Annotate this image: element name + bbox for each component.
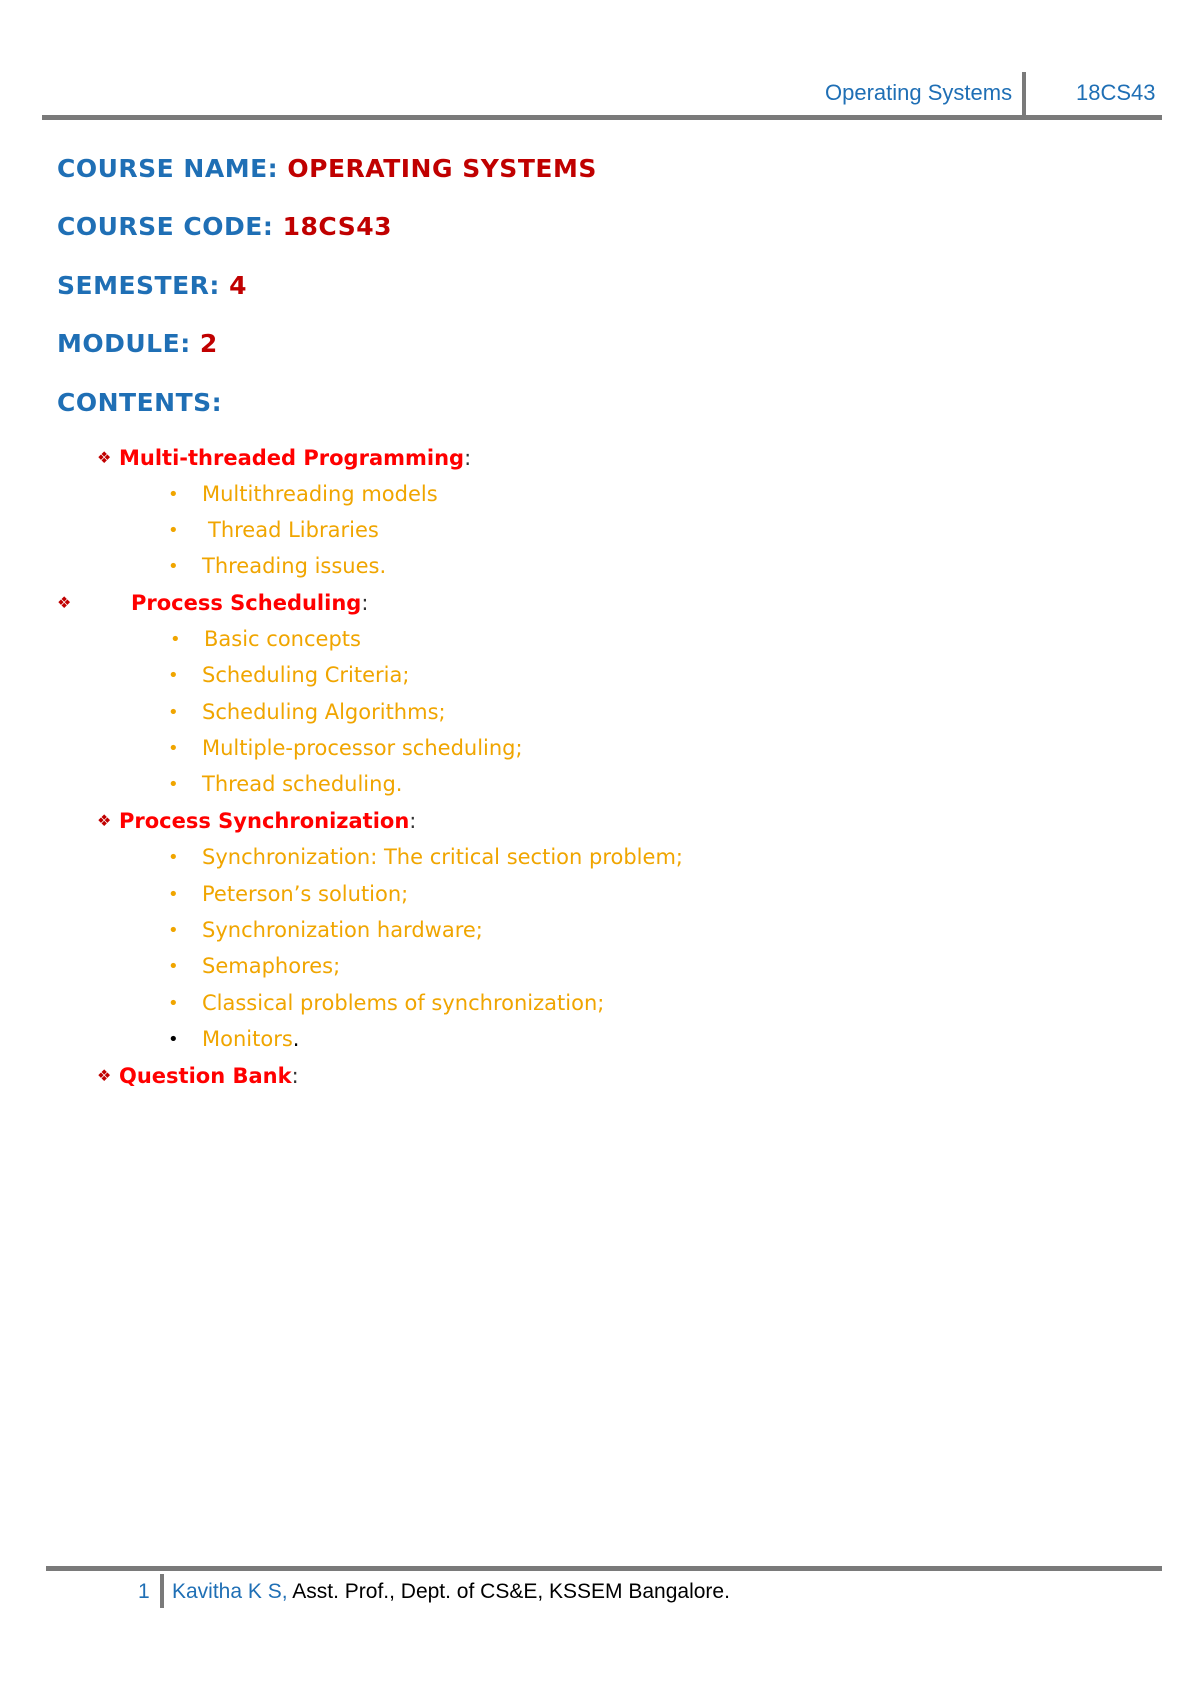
section-heading: ❖ Process Scheduling: [57, 591, 369, 615]
semester-label: SEMESTER: [57, 271, 220, 300]
bullet-icon: • [168, 920, 179, 941]
list-item: • Multithreading models [168, 482, 438, 506]
header-divider [1022, 72, 1026, 118]
bullet-icon: • [168, 665, 179, 686]
section-heading: ❖ Multi-threaded Programming: [97, 446, 472, 470]
list-item: • Synchronization hardware; [168, 918, 483, 942]
list-item: • Threading issues. [168, 554, 387, 578]
section-title: Process Scheduling [131, 591, 362, 615]
section-heading: ❖ Question Bank: [97, 1064, 299, 1088]
list-item: • Classical problems of synchronization; [168, 991, 605, 1015]
bullet-icon: • [168, 847, 179, 868]
semester-value: 4 [229, 271, 248, 300]
bullet-icon: • [168, 884, 179, 905]
module-label: MODULE: [57, 329, 191, 358]
footer-details: Asst. Prof., Dept. of CS&E, KSSEM Bangalore. [292, 1580, 730, 1603]
section-heading: ❖ Process Synchronization: [97, 809, 417, 833]
list-item: • Scheduling Criteria; [168, 663, 410, 687]
contents-label: CONTENTS: [57, 388, 223, 417]
bullet-icon: • [168, 484, 179, 505]
header-rule [42, 115, 1162, 120]
list-item: • Monitors. [168, 1027, 300, 1051]
section-title: Question Bank [119, 1064, 292, 1088]
diamond-bullet-icon: ❖ [97, 811, 112, 830]
footer-author: Kavitha K S, [172, 1580, 288, 1603]
bullet-icon: • [168, 520, 179, 541]
list-item: • Semaphores; [168, 954, 341, 978]
course-name-line [57, 154, 597, 183]
footer-credit [172, 1580, 730, 1604]
bullet-icon: • [168, 738, 179, 759]
module-value: 2 [199, 329, 218, 358]
diamond-bullet-icon: ❖ [97, 1066, 112, 1085]
list-item: • Thread Libraries [168, 518, 379, 542]
list-item: • Thread scheduling. [168, 772, 403, 796]
list-item: • Scheduling Algorithms; [168, 700, 446, 724]
module-line [57, 329, 218, 358]
bullet-icon: • [168, 993, 179, 1014]
bullet-icon: • [168, 556, 179, 577]
bullet-icon: • [168, 956, 179, 977]
list-item: • Basic concepts [170, 627, 361, 651]
section-title: Process Synchronization [119, 809, 410, 833]
footer-rule [46, 1566, 1162, 1571]
diamond-bullet-icon: ❖ [97, 448, 112, 467]
course-code-label: COURSE CODE: [57, 212, 274, 241]
diamond-bullet-icon: ❖ [57, 593, 72, 612]
contents-line [57, 388, 222, 417]
course-code-value: 18CS43 [282, 212, 392, 241]
course-name-value: OPERATING SYSTEMS [287, 154, 597, 183]
header-course-code: 18CS43 [1076, 80, 1156, 105]
bullet-icon: • [168, 774, 179, 795]
list-item: • Synchronization: The critical section problem; [168, 845, 683, 869]
bullet-icon: • [168, 1029, 179, 1050]
semester-line [57, 271, 247, 300]
list-item: • Multiple-processor scheduling; [168, 736, 523, 760]
bullet-icon: • [170, 629, 181, 650]
course-code-line [57, 212, 392, 241]
page-number: 1 [138, 1580, 150, 1603]
course-name-label: COURSE NAME: [57, 154, 279, 183]
list-item: • Peterson’s solution; [168, 882, 409, 906]
footer-divider [160, 1574, 164, 1608]
bullet-icon: • [168, 702, 179, 723]
section-title: Multi-threaded Programming [119, 446, 465, 470]
header-title: Operating Systems [825, 80, 1013, 105]
